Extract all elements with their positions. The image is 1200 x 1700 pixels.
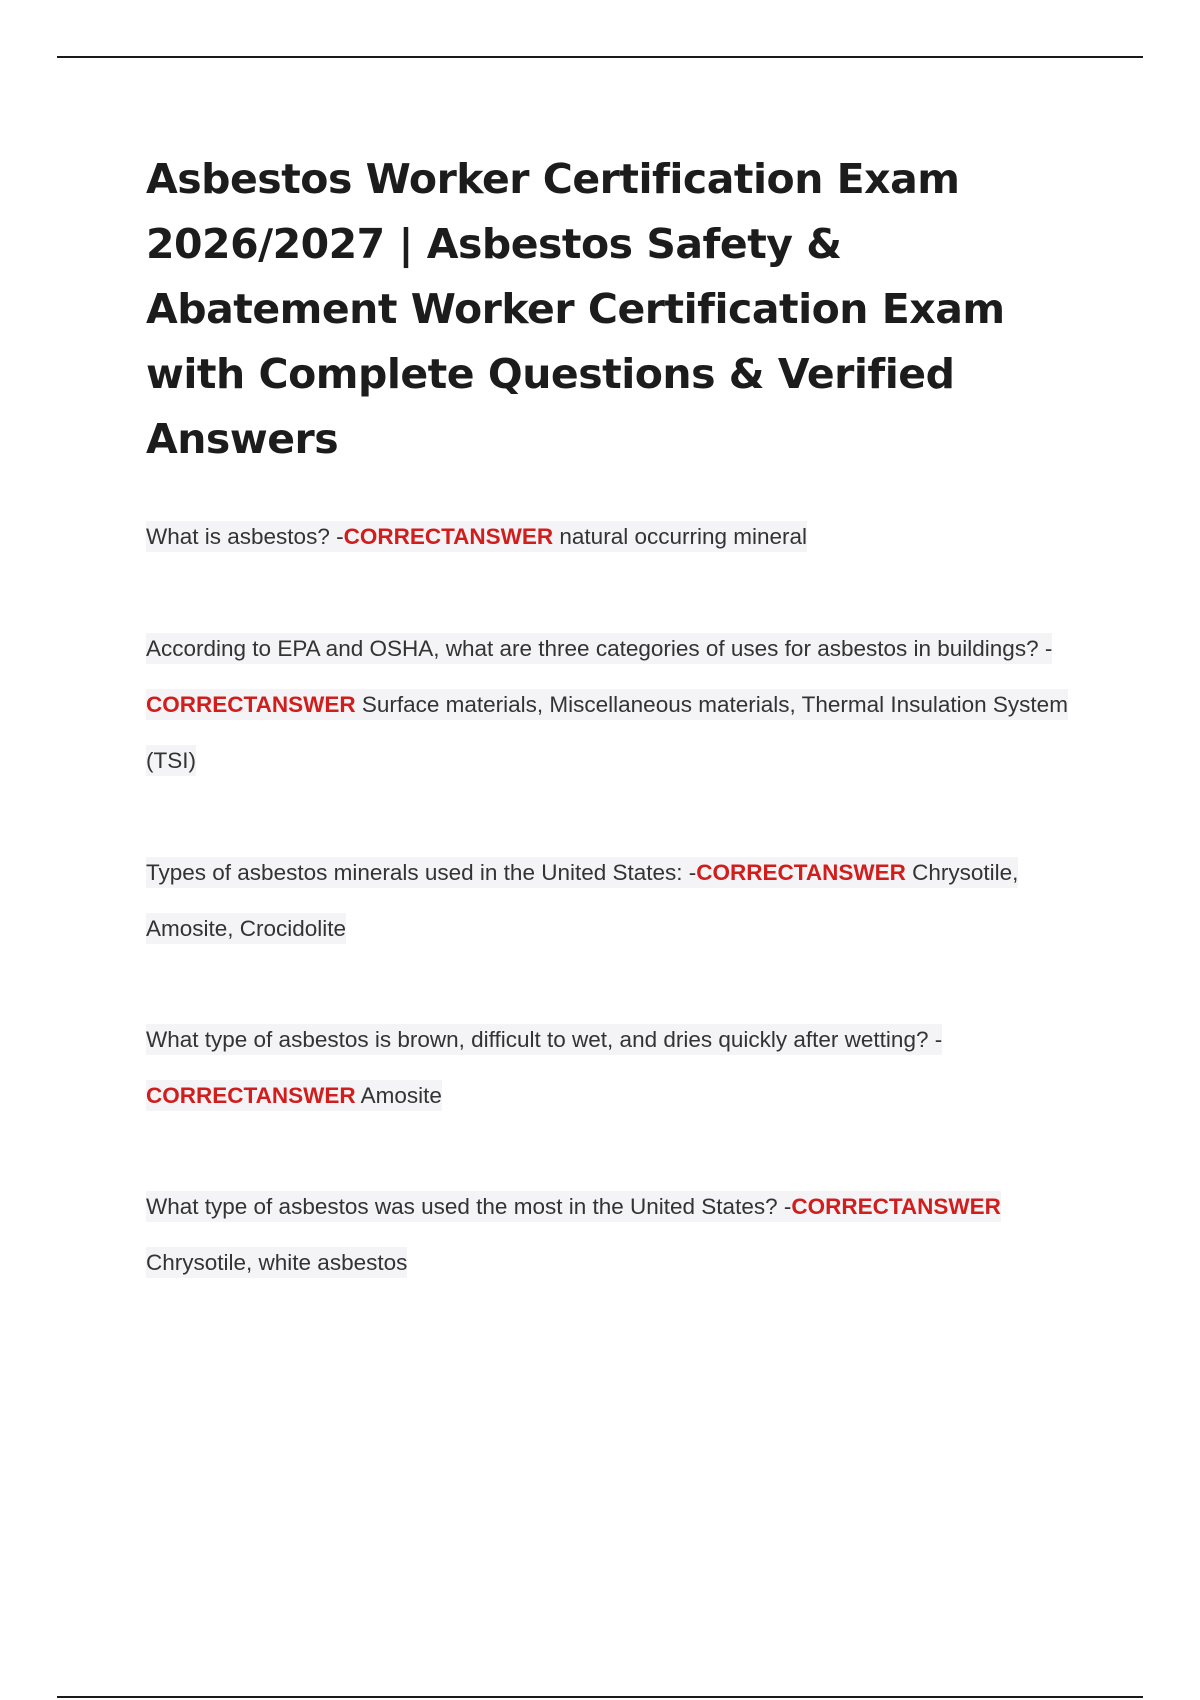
question-text: According to EPA and OSHA, what are three categories of uses for asbestos in buildings? -	[146, 636, 1053, 661]
correct-answer-marker: CORRECTANSWER	[791, 1194, 1001, 1219]
qa-text	[146, 633, 1068, 776]
question-text: What type of asbestos was used the most in the United States? -	[146, 1194, 792, 1219]
qa-item	[146, 1012, 1106, 1124]
correct-answer-marker: CORRECTANSWER	[343, 524, 554, 549]
answer-text: Surface materials, Miscellaneous materials, Thermal Insulation System (TSI)	[146, 692, 1068, 773]
qa-item	[146, 845, 1106, 957]
question-text: What is asbestos? -	[146, 524, 344, 549]
answer-text: Chrysotile, Amosite, Crocidolite	[146, 860, 1019, 941]
correct-answer-marker: CORRECTANSWER	[696, 860, 906, 885]
answer-text: natural occurring mineral	[553, 524, 808, 549]
answer-text: Chrysotile, white asbestos	[146, 1250, 408, 1275]
question-text: What type of asbestos is brown, difficult to wet, and dries quickly after wetting? -	[146, 1027, 943, 1052]
correct-answer-marker: CORRECTANSWER	[146, 1083, 356, 1108]
qa-item	[146, 509, 1106, 565]
correct-answer-marker: CORRECTANSWER	[146, 692, 356, 717]
qa-text	[146, 521, 807, 552]
qa-text	[146, 1191, 1001, 1278]
document-title: Asbestos Worker Certification Exam 2026/2027 | Asbestos Safety & Abatement Worker Certification Exam with Complete Questions & Verified Answers	[146, 155, 1005, 463]
bottom-rule	[57, 1696, 1143, 1698]
qa-text	[146, 1024, 942, 1111]
question-text: Types of asbestos minerals used in the United States: -	[146, 860, 697, 885]
qa-item	[146, 621, 1106, 789]
top-rule	[57, 56, 1143, 58]
answer-text: Amosite	[355, 1083, 442, 1108]
qa-text	[146, 857, 1018, 944]
qa-item	[146, 1179, 1106, 1291]
